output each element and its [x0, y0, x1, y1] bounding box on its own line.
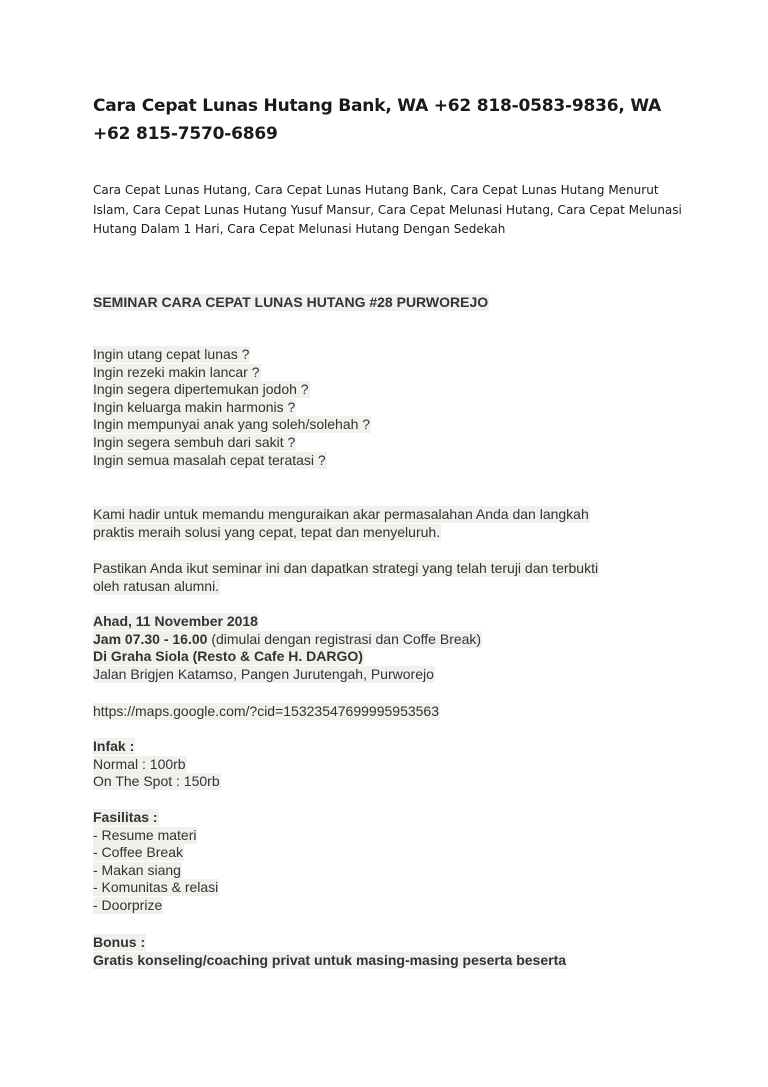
fasilitas-item: - Makan siang [93, 861, 181, 878]
intro-line-2: praktis meraih solusi yang cepat, tepat dan menyeluruh. [93, 523, 441, 540]
question-item: Ingin segera dipertemukan jodoh ? [93, 381, 309, 398]
event-address: Jalan Brigjen Katamso, Pangen Jurutengah, Purworejo [93, 665, 434, 682]
fasilitas-section [93, 809, 219, 915]
question-item: Ingin semua masalah cepat teratasi ? [93, 451, 326, 468]
bonus-label: Bonus : [93, 934, 146, 950]
event-time-range: Jam 07.30 - 16.00 [93, 630, 208, 647]
invite-line-2: oleh ratusan alumni. [93, 577, 220, 594]
bonus-section [93, 934, 567, 969]
fasilitas-label: Fasilitas : [93, 809, 158, 825]
fasilitas-item: - Doorprize [93, 896, 163, 913]
question-item: Ingin mempunyai anak yang soleh/solehah ? [93, 416, 371, 433]
event-time-note: (dimulai dengan registrasi dan Coffe Break) [211, 630, 482, 647]
questions-list [93, 346, 371, 469]
event-details [93, 613, 482, 683]
invite-line-1: Pastikan Anda ikut seminar ini dan dapatkan strategi yang telah teruji dan terbukti [93, 560, 599, 576]
infak-section [93, 738, 221, 791]
seminar-heading [93, 293, 489, 311]
fasilitas-item: - Komunitas & relasi [93, 879, 219, 896]
infak-label: Infak : [93, 738, 135, 754]
event-date: Ahad, 11 November 2018 [93, 613, 258, 629]
event-time [93, 631, 482, 648]
seminar-heading-text: SEMINAR CARA CEPAT LUNAS HUTANG #28 PURWOREJO [93, 294, 489, 310]
map-link[interactable]: https://maps.google.com/?cid=15323547699995953563 [93, 703, 439, 719]
infak-item: Normal : 100rb [93, 755, 186, 772]
event-venue: Di Graha Siola (Resto & Cafe H. DARGO) [93, 648, 363, 665]
invite-paragraph [93, 560, 599, 595]
intro-line-1: Kami hadir untuk memandu menguraikan akar permasalahan Anda dan langkah [93, 506, 589, 522]
question-item: Ingin keluarga makin harmonis ? [93, 398, 296, 415]
map-link-row [93, 703, 440, 721]
fasilitas-item: - Coffee Break [93, 844, 184, 861]
infak-item: On The Spot : 150rb [93, 773, 220, 790]
question-item: Ingin utang cepat lunas ? [93, 346, 250, 362]
question-item: Ingin segera sembuh dari sakit ? [93, 433, 296, 450]
keywords-paragraph: Cara Cepat Lunas Hutang, Cara Cepat Lunas Hutang Bank, Cara Cepat Lunas Hutang Menurut Islam, Cara Cepat Lunas Hutang Yusuf Mansur, Cara Cepat Melunasi Hutang, Cara Cepat Melunasi Hutang Dalam 1 Hari, Cara Cepat Melunasi Hutang Dengan Sedekah [93, 183, 682, 236]
intro-paragraph [93, 506, 590, 541]
fasilitas-item: - Resume materi [93, 826, 197, 843]
bonus-text: Gratis konseling/coaching privat untuk masing-masing peserta beserta [93, 951, 567, 968]
question-item: Ingin rezeki makin lancar ? [93, 363, 260, 380]
document-title: Cara Cepat Lunas Hutang Bank, WA +62 818-0583-9836, WA +62 815-7570-6869 [93, 96, 662, 144]
